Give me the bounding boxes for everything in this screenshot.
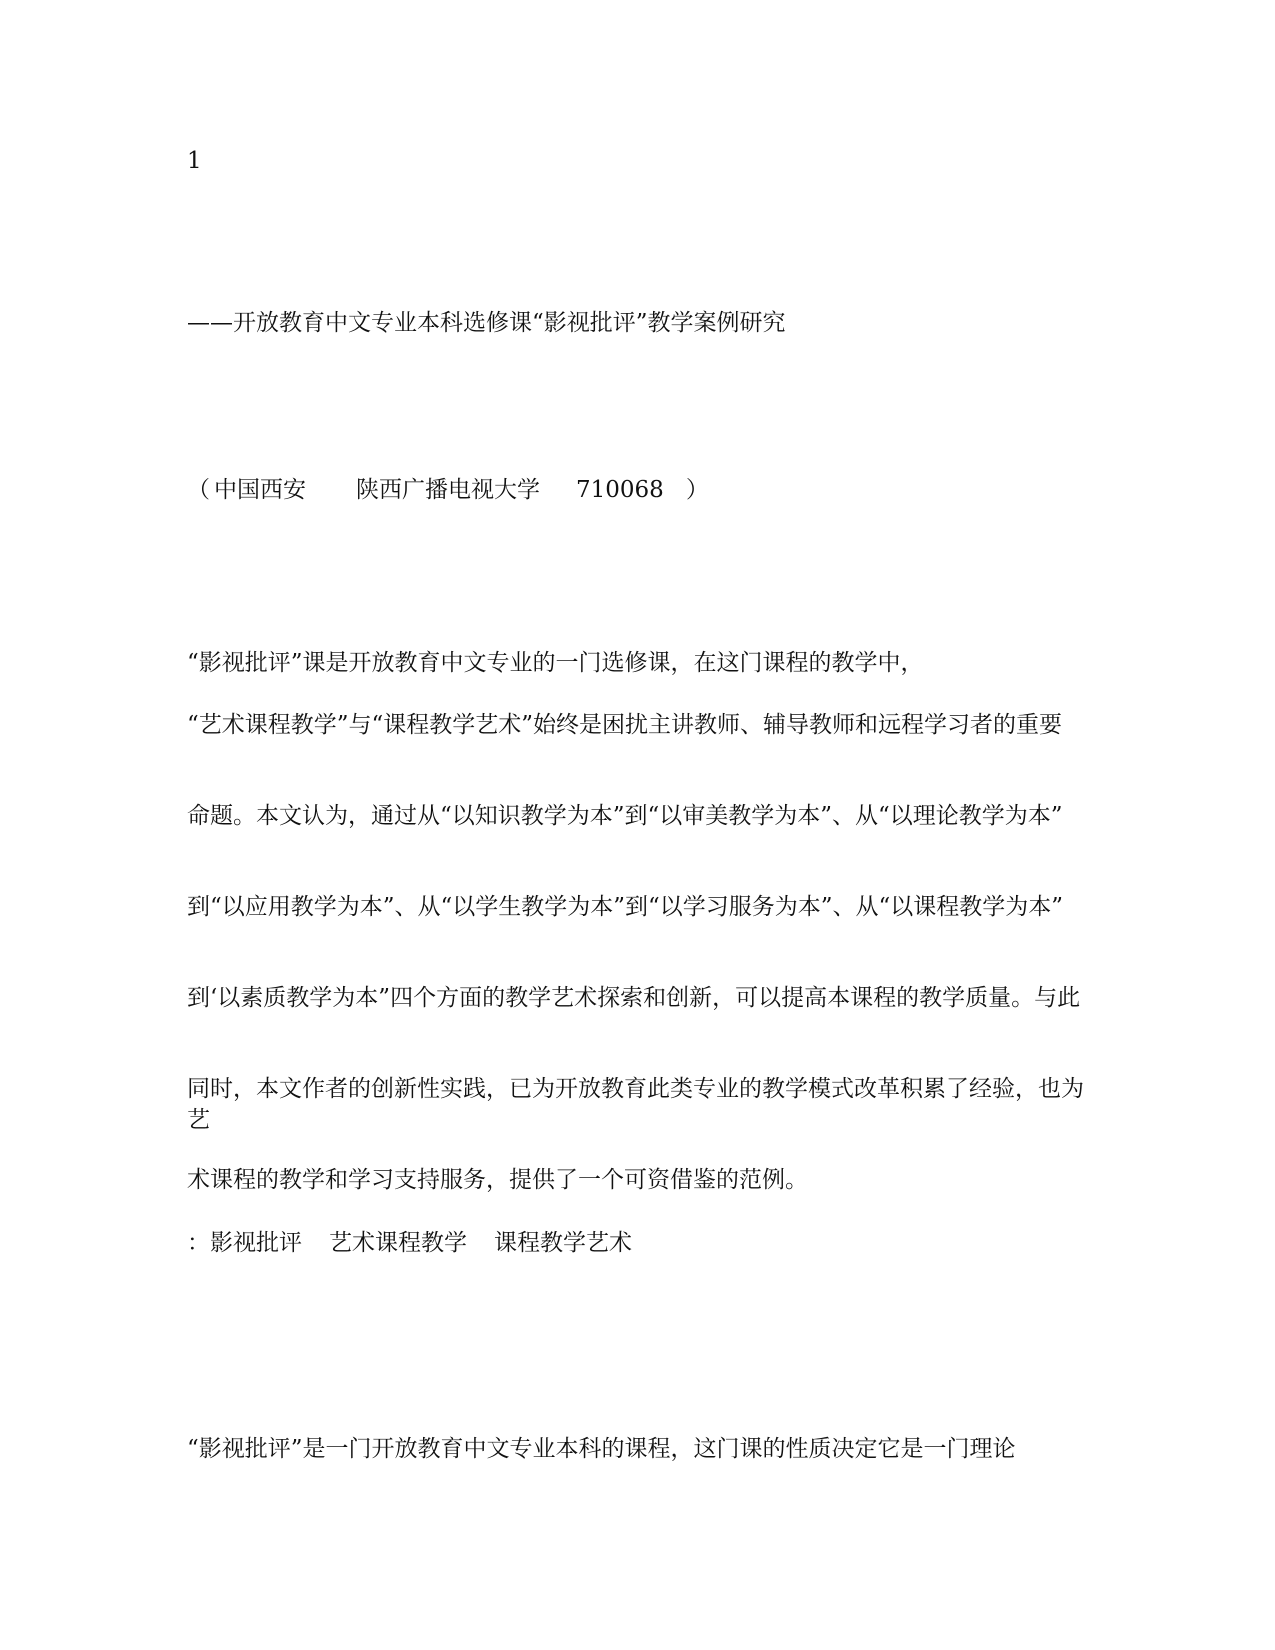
- affiliation-postcode: 710068: [576, 477, 664, 503]
- abstract-line: 同时，本文作者的创新性实践，已为开放教育此类专业的教学模式改革积累了经验，也为艺: [187, 1076, 1084, 1133]
- affiliation-institution: 陕西广播电视大学: [356, 477, 540, 503]
- keyword: 课程教学艺术: [494, 1230, 632, 1256]
- subtitle: ——开放教育中文专业本科选修课“影视批评”教学案例研究: [187, 310, 786, 336]
- abstract-line: 到‘以素质教学为本”四个方面的教学艺术探索和创新，可以提高本课程的教学质量。与此: [187, 985, 1081, 1011]
- affiliation-location: 中国西安: [214, 477, 306, 503]
- abstract-line: “影视批评”课是开放教育中文专业的一门选修课，在这门课程的教学中，: [187, 650, 924, 676]
- abstract-line: 到“以应用教学为本”、从“以学生教学为本”到“以学习服务为本”、从“以课程教学为本”: [187, 894, 1064, 920]
- page-number: 1: [187, 148, 202, 174]
- keyword: 艺术课程教学: [329, 1230, 467, 1256]
- affiliation: [187, 475, 709, 505]
- affiliation-open-paren: （: [187, 477, 210, 503]
- keywords-prefix: ：: [187, 1230, 210, 1256]
- keyword: 影视批评: [210, 1230, 302, 1256]
- body-paragraph-line: “影视批评”是一门开放教育中文专业本科的课程，这门课的性质决定它是一门理论: [187, 1436, 1016, 1462]
- abstract-line: 命题。本文认为，通过从“以知识教学为本”到“以审美教学为本”、从“以理论教学为本”: [187, 803, 1063, 829]
- affiliation-close-paren: ）: [685, 477, 709, 503]
- keywords: [187, 1228, 632, 1258]
- abstract-line: 术课程的教学和学习支持服务，提供了一个可资借鉴的范例。: [187, 1167, 808, 1193]
- abstract-line: “艺术课程教学”与“课程教学艺术”始终是困扰主讲教师、辅导教师和远程学习者的重要: [187, 712, 1063, 738]
